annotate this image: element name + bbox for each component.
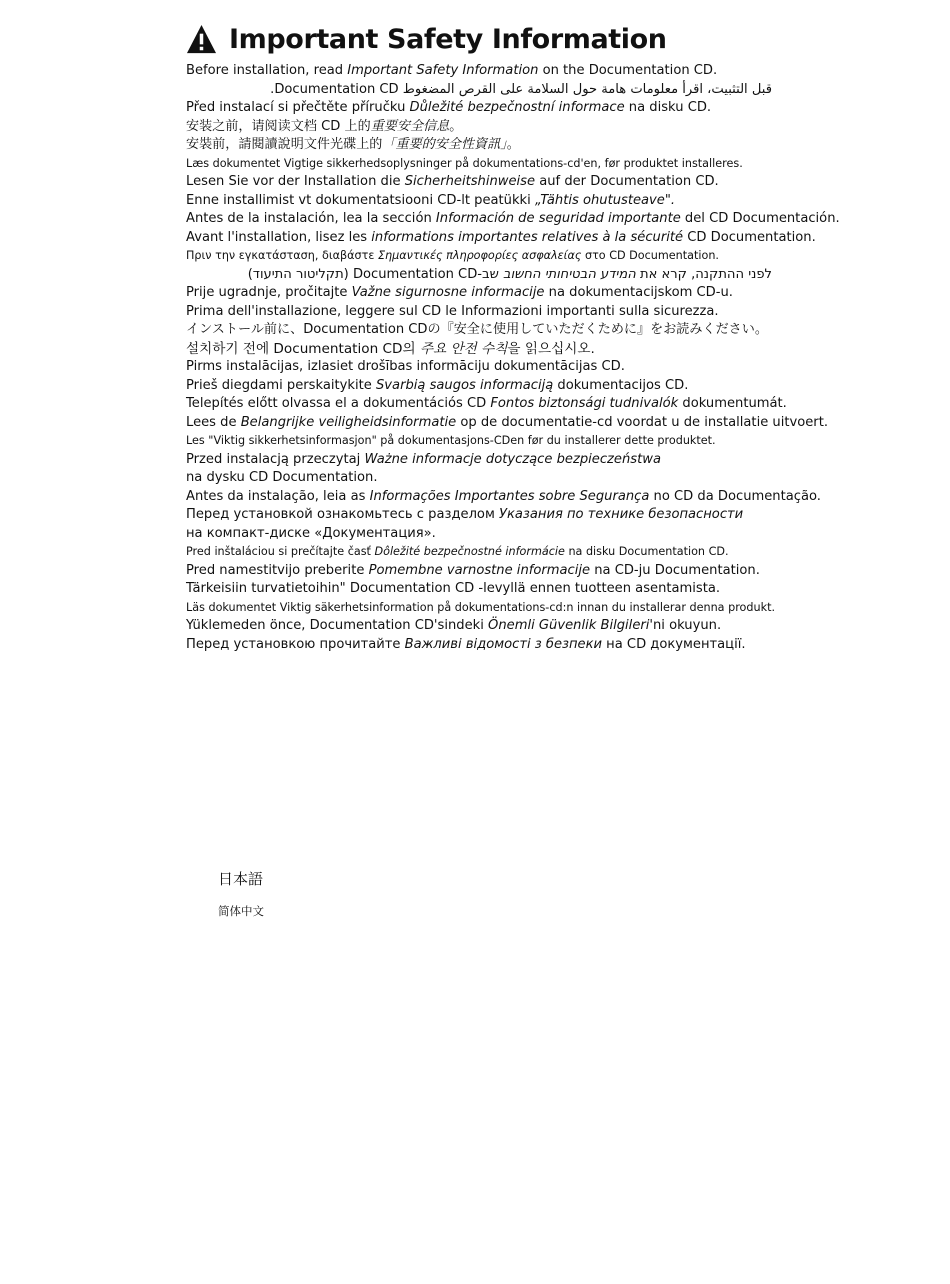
safety-notice-em-text: Important Safety Information	[347, 63, 539, 78]
safety-notice-em-text: Informações Importantes sobre Segurança	[369, 488, 650, 504]
safety-notice-pre-text: インストール前に、Documentation CDの『安全に使用していただくために』をお読みください。	[186, 322, 768, 337]
safety-notice-post-text: שב-Documentation CD (תקליטור התיעוד)	[247, 266, 504, 282]
safety-notice-post-text: 。	[506, 137, 520, 152]
safety-notice-post-text: na CD-ju Documentation.	[590, 562, 760, 578]
warning-triangle-icon	[186, 24, 217, 55]
safety-notice-pre-text: Lesen Sie vor der Installation die	[186, 174, 405, 189]
safety-notice-post-text: na disku CD.	[624, 100, 712, 115]
safety-notice-pre-text: Tärkeisiin turvatietoihin" Documentation CD -levyllä ennen tuotteen asentamista.	[186, 581, 721, 596]
safety-notice-pre-text: Les "Viktig sikkerhetsinformasjon" på dokumentasjons-CDen før du installerer dette produktet.	[186, 434, 716, 447]
safety-notice-pre-text: Lees de	[186, 414, 241, 430]
safety-notice-em-text: 주요 안전 수칙	[419, 340, 508, 357]
safety-notice-pre-text: Prije ugradnje, pročitajte	[186, 285, 352, 300]
safety-notice-post-text: no CD da Documentação.	[649, 488, 821, 504]
safety-notice-em-text: Información de seguridad importante	[435, 211, 681, 226]
safety-notice-post-text: na dokumentacijskom CD-u.	[544, 285, 733, 300]
page-title: Important Safety Information	[229, 24, 667, 55]
safety-notice-line	[186, 155, 786, 174]
safety-notice-pre-text: 安装之前，请阅读文档 CD 上的	[186, 118, 371, 134]
safety-notice-em-text: Dôležité bezpečnostné informácie	[374, 545, 565, 558]
safety-notice-line	[186, 210, 840, 229]
safety-notice-line	[186, 617, 786, 636]
safety-notice-post-text: на CD документації.	[602, 636, 746, 652]
safety-notice-line	[186, 118, 786, 137]
safety-notice-line	[186, 469, 786, 488]
safety-notice-pre-text: Pred inštaláciou si prečítajte časť	[186, 545, 375, 558]
safety-notice-pre-text: na dysku CD Documentation.	[186, 470, 378, 485]
safety-notice-em-text: המידע הבטיחותי החשוב	[503, 266, 636, 282]
safety-notice-pre-text: Pred namestitvijo preberite	[186, 562, 369, 578]
safety-notice-pre-text: Перед установкою прочитайте	[186, 636, 405, 652]
safety-notice-line	[186, 506, 786, 525]
safety-notice-line	[186, 580, 786, 599]
safety-notice-pre-text: Läs dokumentet Viktig säkerhetsinformation på dokumentations-cd:n innan du installerar denna produkt.	[186, 600, 776, 614]
safety-notice-line	[186, 303, 786, 322]
safety-notice-pre-text: Před instalací si přečtěte příručku	[186, 100, 410, 115]
safety-notice-pre-text: Pirms instalācijas, izlasiet drošības informāciju dokumentācijas CD.	[186, 359, 625, 374]
safety-notice-line	[186, 173, 786, 192]
safety-notice-pre-text: Antes de la instalación, lea la sección	[186, 211, 436, 226]
safety-notice-post-text: 을 읽으십시오.	[507, 340, 595, 357]
safety-notice-pre-text: 安裝前，請閱讀說明文件光碟上的	[186, 137, 383, 152]
safety-notice-post-text: op de documentatie-cd voordat u de installatie uitvoert.	[456, 414, 828, 430]
simplified-chinese-language-link[interactable]: 简体中文	[218, 904, 264, 918]
safety-notice-line	[186, 321, 786, 340]
safety-notice-line	[186, 395, 786, 414]
safety-notice-pre-text: Telepítés előtt olvassa el a dokumentációs CD	[186, 396, 491, 411]
safety-notice-em-text: 重要安全信息	[370, 118, 450, 134]
safety-notice-line	[186, 266, 772, 285]
safety-notice-em-text: Fontos biztonsági tudnivalók	[490, 396, 679, 411]
safety-notice-post-text: on the Documentation CD.	[538, 63, 718, 78]
safety-notice-line	[186, 136, 786, 155]
safety-notice-post-text: 'ni okuyun.	[649, 618, 722, 633]
safety-notice-list	[186, 62, 840, 654]
safety-notice-line	[186, 488, 821, 507]
safety-notice-line	[186, 81, 772, 100]
japanese-language-link[interactable]: 日本語	[218, 870, 264, 888]
safety-notice-em-text: Pomembne varnostne informacije	[368, 562, 591, 578]
safety-notice-pre-text: 설치하기 전에 Documentation CD의	[186, 340, 420, 357]
safety-notice-line	[186, 414, 828, 433]
safety-notice-post-text: na disku Documentation CD.	[564, 545, 729, 558]
safety-notice-pre-text: Przed instalacją przeczytaj	[186, 451, 365, 467]
safety-notice-line	[186, 451, 786, 470]
safety-notice-pre-text: Prima dell'installazione, leggere sul CD le Informazioni importanti sulla sicurezza.	[186, 303, 719, 319]
safety-notice-post-text: στο CD Documentation.	[581, 249, 719, 262]
safety-notice-post-text: auf der Documentation CD.	[535, 174, 719, 189]
safety-notice-pre-text: Læs dokumentet Vigtige sikkerhedsoplysninger på dokumentations-cd'en, før produktet installeres.	[186, 156, 743, 170]
safety-notice-line	[186, 599, 786, 618]
safety-notice-line	[186, 358, 786, 377]
safety-notice-pre-text: Avant l'installation, lisez les	[186, 229, 372, 245]
safety-notice-line	[186, 636, 786, 655]
safety-notice-pre-text: Before installation, read	[186, 63, 348, 78]
safety-notice-line	[186, 377, 786, 396]
safety-notice-line	[186, 525, 786, 544]
safety-notice-line	[186, 284, 786, 303]
safety-notice-post-text: del CD Documentación.	[680, 211, 840, 226]
safety-notice-pre-text: Yüklemeden önce, Documentation CD'sindeki	[186, 618, 489, 633]
safety-notice-em-text: Važne sigurnosne informacije	[351, 285, 545, 300]
language-links	[218, 868, 264, 919]
safety-notice-line	[186, 192, 786, 211]
safety-notice-pre-text: Antes da instalação, leia as	[186, 488, 370, 504]
safety-notice-em-text: 「重要的安全性資訊」	[382, 137, 507, 152]
safety-notice-pre-text: Перед установкой ознакомьтесь с разделом	[186, 507, 499, 522]
safety-notice-pre-text: Prieš diegdami perskaitykite	[186, 377, 376, 393]
safety-notice-line	[186, 432, 786, 451]
safety-notice-em-text: „Tähtis ohutusteave".	[534, 192, 676, 208]
safety-notice-em-text: Sicherheitshinweise	[404, 174, 536, 189]
safety-notice-em-text: Ważne informacje dotyczące bezpieczeństwa	[364, 451, 661, 467]
safety-notice-line	[186, 340, 786, 359]
safety-notice-em-text: Důležité bezpečnostní informace	[409, 100, 625, 115]
safety-notice-line	[186, 543, 786, 562]
safety-notice-post-text: dokumentumát.	[678, 396, 787, 411]
safety-notice-post-text: 。	[449, 118, 463, 134]
safety-notice-line	[186, 62, 786, 81]
safety-notice-post-text: dokumentacijos CD.	[553, 377, 689, 393]
safety-notice-em-text: Svarbią saugos informaciją	[375, 377, 554, 393]
safety-notice-line	[186, 247, 786, 266]
safety-notice-pre-text: Enne installimist vt dokumentatsiooni CD-lt peatükki	[186, 192, 535, 208]
safety-notice-pre-text: Πριν την εγκατάσταση, διαβάστε	[186, 249, 378, 262]
safety-notice-line	[186, 562, 786, 581]
safety-notice-em-text: Σημαντικές πληροφορίες ασφαλείας	[377, 249, 582, 262]
safety-notice-em-text: Önemli Güvenlik Bilgileri	[488, 618, 650, 633]
safety-notice-em-text: Важливі відомості з безпеки	[404, 636, 603, 652]
safety-notice-post-text: CD Documentation.	[683, 229, 816, 245]
safety-notice-pre-text: на компакт-диске «Документация».	[186, 525, 436, 541]
safety-notice-line	[186, 99, 786, 118]
safety-notice-line	[186, 229, 816, 248]
title-row	[186, 24, 667, 55]
safety-notice-em-text: Belangrijke veiligheidsinformatie	[240, 414, 457, 430]
safety-notice-em-text: Указания по технике безопасности	[498, 507, 744, 522]
safety-notice-pre-text: قبل التثبيت، اقرأ معلومات هامة حول السلامة على القرص المضغوط Documentation CD.	[270, 81, 772, 97]
safety-notice-em-text: informations importantes relatives à la sécurité	[371, 229, 684, 245]
safety-notice-pre-text: לפני ההתקנה, קרא את	[635, 266, 772, 282]
